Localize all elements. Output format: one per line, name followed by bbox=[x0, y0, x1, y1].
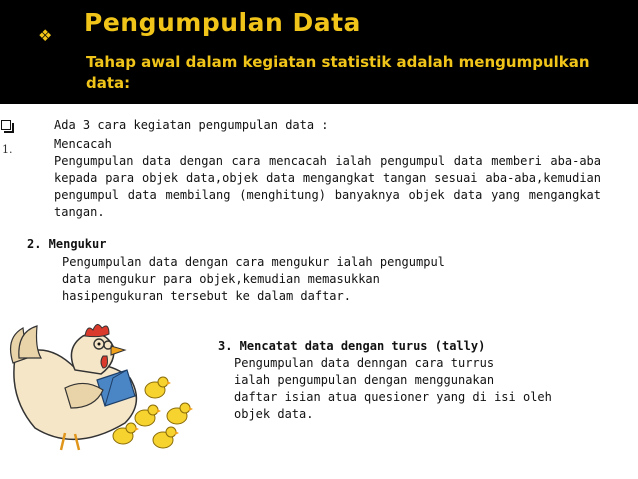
method2-line-3: hasipengukuran tersebut ke dalam daftar. bbox=[62, 289, 351, 303]
method3-line-1: Pengumpulan data denngan cara turrus bbox=[234, 356, 495, 370]
hen-reading-book-with-chicks-icon bbox=[5, 318, 215, 458]
diamond-bullet-icon: ❖ bbox=[38, 26, 53, 45]
method3-line-3: daftar isian atua quesioner yang di isi oleh bbox=[234, 390, 552, 404]
method1-body: Pengumpulan data dengan cara mencacah ialah pengumpul data memberi aba-aba kepada para objek data,objek data mengangkat tangan sesuai aba-aba,kemudian pengumpul data membilang (menghitung) banyaknya objek data yang mengangkat tangan. bbox=[54, 154, 601, 219]
method1-heading: Mencacah bbox=[54, 137, 112, 151]
list-marker-1: 1. bbox=[2, 143, 13, 156]
header-bar bbox=[0, 0, 638, 104]
method2-heading: 2. Mengukur bbox=[27, 237, 107, 251]
page-title: Pengumpulan Data bbox=[84, 8, 361, 37]
page-subtitle: Tahap awal dalam kegiatan statistik adalah mengumpulkan data: bbox=[86, 53, 590, 92]
square-bullet-icon bbox=[1, 120, 11, 130]
method2-line-2: data mengukur para objek,kemudian memasukkan bbox=[62, 272, 380, 286]
method3-line-2: ialah pengumpulan dengan menggunakan bbox=[234, 373, 495, 387]
method2-line-1: Pengumpulan data dengan cara mengukur ialah pengumpul bbox=[62, 255, 445, 269]
method3-heading: 3. Mencatat data dengan turus (tally) bbox=[218, 339, 486, 353]
intro-text: Ada 3 cara kegiatan pengumpulan data : bbox=[54, 118, 329, 132]
method3-line-4: objek data. bbox=[234, 407, 314, 421]
